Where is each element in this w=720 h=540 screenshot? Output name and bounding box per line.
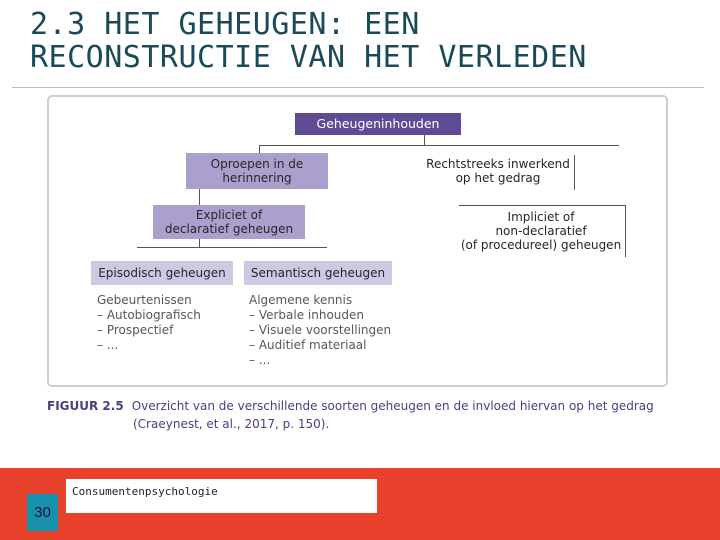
figure-frame — [47, 95, 668, 387]
list-item: Gebeurtenissen — [97, 293, 192, 307]
footer-text-box — [66, 479, 377, 513]
caption-line2: (Craeynest, et al., 2017, p. 150). — [133, 417, 330, 431]
slide-title-line1: 2.3 HET GEHEUGEN: EEN — [30, 7, 420, 42]
box-expliciet-declaratief — [153, 205, 305, 239]
right-branch-line2: op het gedrag — [455, 171, 541, 185]
list-item: – ... — [249, 353, 271, 367]
slide-title-line2: RECONSTRUCTIE VAN HET VERLEDEN — [30, 40, 587, 75]
connector-left-to-explicit — [199, 189, 200, 205]
connector-explicit-horizontal — [137, 247, 327, 248]
box-impliciet-non-declaratief — [459, 207, 623, 255]
connector-root-horizontal — [259, 145, 619, 146]
list-item: – ... — [97, 338, 119, 352]
slide-title — [30, 8, 710, 74]
semantic-list — [249, 293, 391, 368]
list-item: – Visuele voorstellingen — [249, 323, 392, 337]
semantic-header: Semantisch geheugen — [250, 266, 386, 280]
connector-implicit-side — [625, 205, 626, 257]
connector-implicit-top — [459, 205, 625, 206]
left-branch-line1: Oproepen in de — [210, 157, 304, 171]
explicit-line2: declaratief geheugen — [164, 222, 294, 236]
footer-text: Consumentenpsychologie — [72, 485, 218, 498]
box-rechtstreeks-inwerkend — [421, 153, 575, 189]
box-semantisch-header — [244, 261, 392, 285]
list-item: – Autobiografisch — [97, 308, 201, 322]
episodic-list — [97, 293, 201, 353]
implicit-line2: non-declaratief — [495, 224, 587, 238]
implicit-line1: Impliciet of — [507, 210, 575, 224]
list-item: – Prospectief — [97, 323, 174, 337]
connector-explicit-stem — [199, 239, 200, 247]
list-item: – Auditief materiaal — [249, 338, 367, 352]
connector-root-left-vertical — [259, 145, 260, 153]
root-label: Geheugeninhouden — [316, 116, 440, 131]
episodic-header: Episodisch geheugen — [98, 266, 226, 280]
list-item: – Verbale inhouden — [249, 308, 365, 322]
list-item: Algemene kennis — [249, 293, 353, 307]
title-divider — [12, 87, 704, 88]
implicit-line3: (of procedureel) geheugen — [460, 238, 622, 252]
right-branch-line1: Rechtstreeks inwerkend — [426, 157, 570, 171]
left-branch-line2: herinnering — [222, 171, 292, 185]
page-number: 30 — [27, 494, 58, 531]
box-episodisch-header — [91, 261, 233, 285]
caption-line1: Overzicht van de verschillende soorten geheugen en de invloed hiervan op het gedrag — [131, 399, 654, 413]
root-box-geheugeninhouden — [295, 113, 461, 135]
box-oproepen-herinnering — [186, 153, 328, 189]
figure-label: FIGUUR 2.5 — [47, 399, 124, 413]
explicit-line1: Expliciet of — [195, 208, 263, 222]
connector-root-stem — [424, 135, 425, 145]
figure-caption — [47, 397, 667, 433]
